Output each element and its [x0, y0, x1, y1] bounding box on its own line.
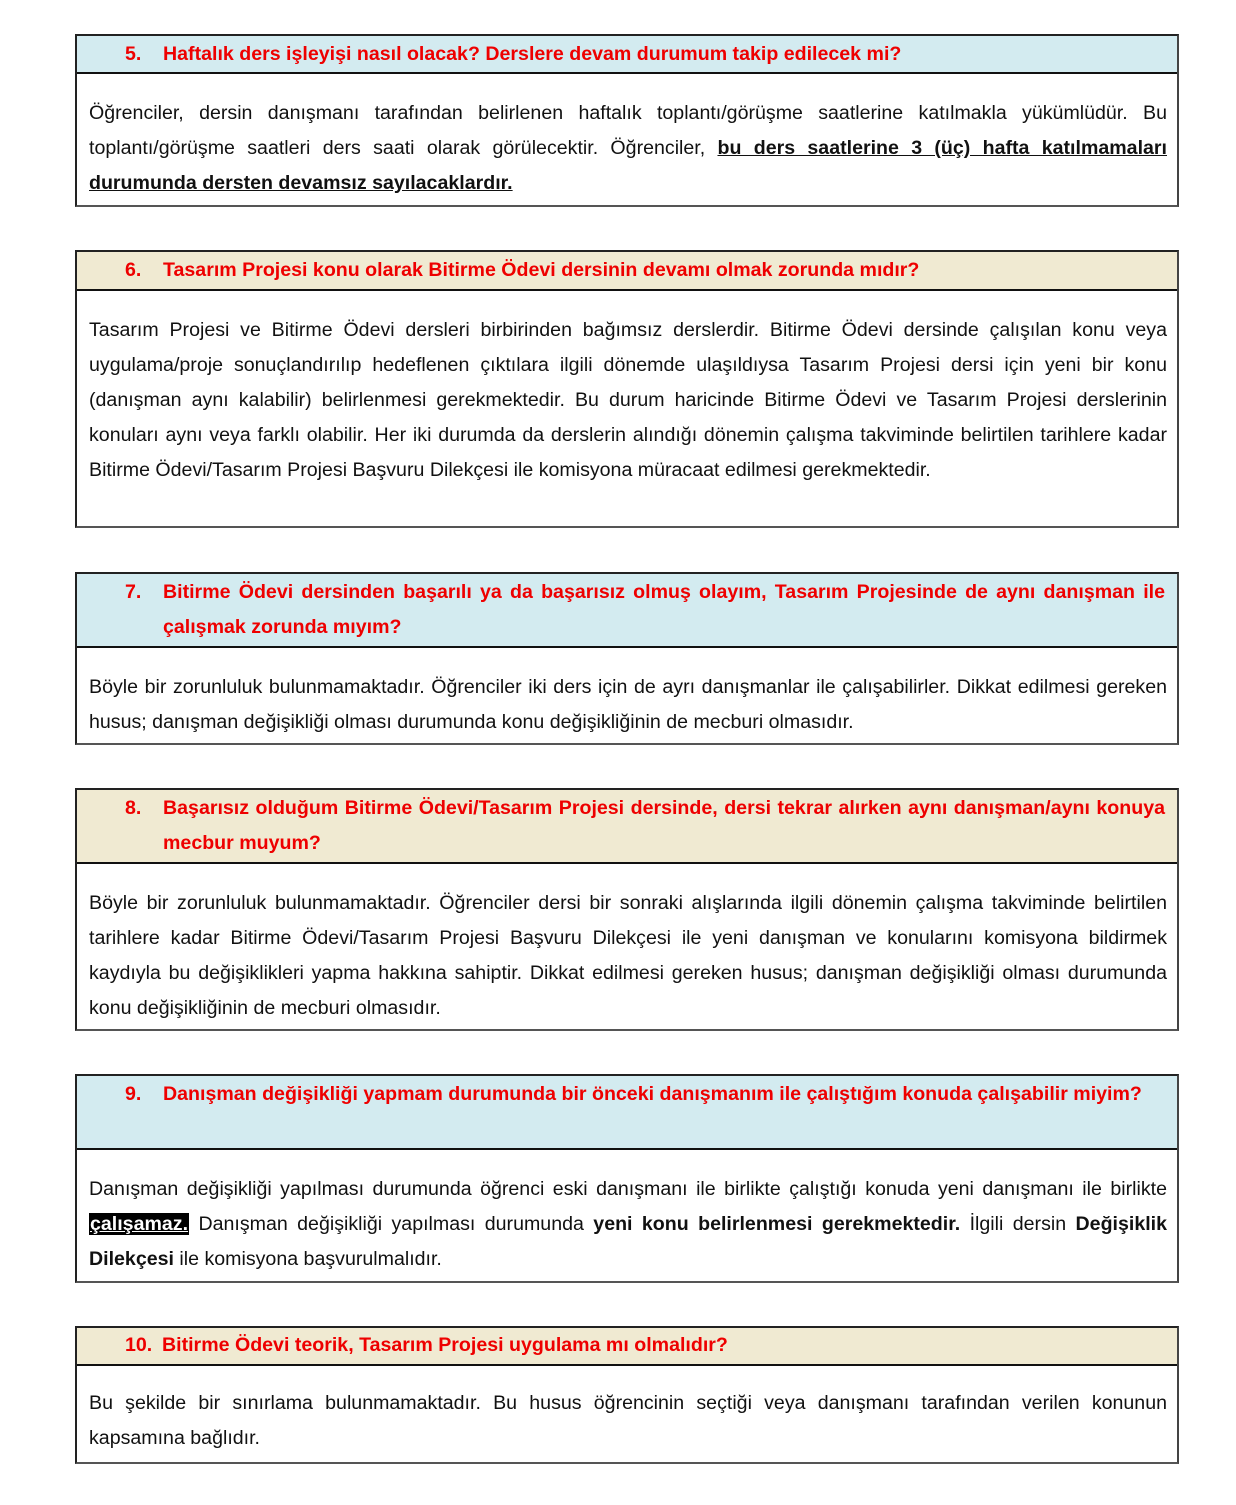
answer-text: Böyle bir zorunluluk bulunmamaktadır. Öğrenciler dersi bir sonraki alışlarında ilgili dönemin çalışma takviminde belirtilen tarihlere kadar Bitirme Ödevi/Tasarım Projesi Başvuru Dilekçesi ile yeni danışman ve konularını komisyona bildirmek kaydıyla bu değişiklikleri yapma hakkına sahiptir. Dikkat edilmesi gereken husus; danışman değişikliği olması durumunda konu değişikliğinin de mecburi olmasıdır. — [89, 892, 1167, 1019]
question-text: Bitirme Ödevi teorik, Tasarım Projesi uygulama mı olmalıdır? — [162, 1334, 728, 1356]
answer-text: ile komisyona başvurulmalıdır. — [173, 1248, 442, 1270]
answer-text: Tasarım Projesi ve Bitirme Ödevi dersleri birbirinden bağımsız derslerdir. Bitirme Ödevi dersinde çalışılan konu veya uygulama/proje sonuçlandırılıp hedeflenen çıktılara ilgili dönemde ulaşıldıysa Tasarım Projesi dersi için yeni bir konu (danışman aynı kalabilir) belirlenmesi gerekmektedir. Bu durum haricinde Bitirme Ödevi ve Tasarım Projesi derslerinin konuları aynı veya farklı olabilir. Her iki durumda da derslerin alındığı dönemin çalışma takviminde belirtilen tarihlere kadar Bitirme Ödevi/Tasarım Projesi Başvuru Dilekçesi ile komisyona müracaat edilmesi gerekmektedir. — [89, 319, 1167, 481]
question-text: Haftalık ders işleyişi nasıl olacak? Derslere devam durumum takip edilecek mi? — [163, 43, 902, 65]
faq-item-6 — [75, 250, 1179, 528]
answer-text: İlgili dersin — [960, 1213, 1076, 1235]
question-number: 10. — [125, 1334, 153, 1356]
faq-question-6 — [77, 252, 1177, 291]
answer-highlight: çalışamaz. — [90, 1213, 189, 1235]
answer-text: Öğrenciler, dersin danışmanı tarafından belirlenen haftalık toplantı/görüşme saatlerine katılmakla yükümlüdür. Bu toplantı/görüşme saatleri ders saati olarak görülecektir. Öğrenciler, — [89, 102, 1167, 159]
answer-text: Bu şekilde bir sınırlama bulunmamaktadır. Bu husus öğrencinin seçtiği veya danışmanı tarafından verilen konunun kapsamına bağlıdır. — [89, 1392, 1167, 1449]
faq-item-5 — [75, 34, 1179, 207]
faq-question-5 — [77, 36, 1177, 74]
faq-question-10 — [77, 1328, 1177, 1366]
faq-answer-9 — [77, 1150, 1177, 1281]
question-number: 9. — [125, 1083, 142, 1105]
answer-emphasis: bu ders saatlerine 3 (üç) hafta katılmamaları durumunda dersten devamsız sayılacaklardır. — [89, 137, 1167, 194]
question-number: 5. — [125, 43, 142, 65]
answer-text: Danışman değişikliği yapılması durumunda öğrenci eski danışmanı ile birlikte çalıştığı konuda yeni danışmanı ile birlikte — [89, 1178, 1167, 1200]
faq-item-10 — [75, 1326, 1179, 1464]
question-number: 7. — [125, 581, 142, 603]
question-text: Bitirme Ödevi dersinden başarılı ya da başarısız olmuş olayım, Tasarım Projesinde de aynı danışman ile çalışmak zorunda mıyım? — [163, 581, 1165, 638]
question-text: Danışman değişikliği yapmam durumunda bir önceki danışmanım ile çalıştığım konuda çalışabilir miyim? — [163, 1083, 1142, 1105]
faq-answer-6 — [77, 291, 1177, 526]
answer-text: Böyle bir zorunluluk bulunmamaktadır. Öğrenciler iki ders için de ayrı danışmanlar ile çalışabilirler. Dikkat edilmesi gereken husus; danışman değişikliği olması durumunda konu değişikliğinin de mecburi olmasıdır. — [89, 676, 1167, 733]
question-text: Başarısız olduğum Bitirme Ödevi/Tasarım Projesi dersinde, dersi tekrar alırken aynı danışman/aynı konuya mecbur muyum? — [163, 797, 1165, 854]
faq-question-8 — [77, 790, 1177, 864]
answer-bold: yeni konu belirlenmesi gerekmektedir. — [593, 1213, 961, 1235]
question-number: 8. — [125, 797, 142, 819]
faq-question-9 — [77, 1076, 1177, 1150]
faq-item-7 — [75, 572, 1179, 745]
faq-answer-10 — [77, 1366, 1177, 1462]
faq-answer-7 — [77, 648, 1177, 743]
faq-answer-8 — [77, 864, 1177, 1029]
faq-answer-5 — [77, 74, 1177, 205]
faq-question-7 — [77, 574, 1177, 648]
question-number: 6. — [125, 259, 142, 281]
faq-item-8 — [75, 788, 1179, 1031]
answer-text: Danışman değişikliği yapılması durumunda — [189, 1213, 594, 1235]
question-text: Tasarım Projesi konu olarak Bitirme Ödevi dersinin devamı olmak zorunda mıdır? — [163, 259, 920, 281]
answer-bold: Değişiklik Dilekçesi — [89, 1213, 1167, 1270]
faq-item-9 — [75, 1074, 1179, 1283]
